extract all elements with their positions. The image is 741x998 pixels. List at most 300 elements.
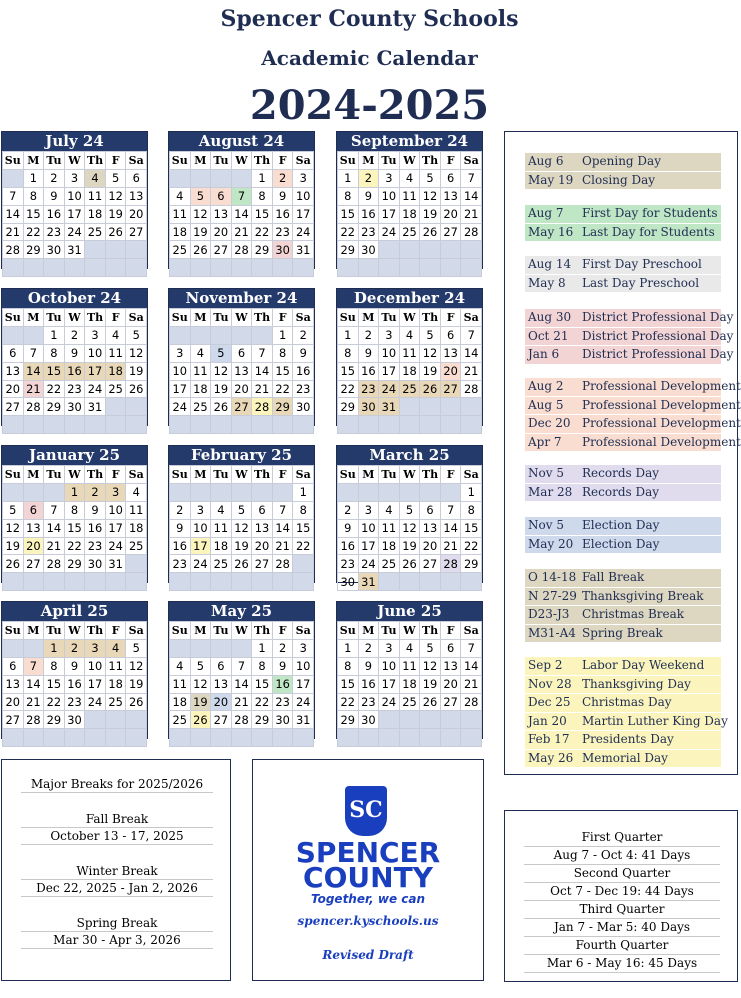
day-cell: 29 [23, 241, 44, 259]
day-cell: 30 [85, 555, 106, 573]
empty-cell [272, 483, 293, 501]
day-cell: 24 [293, 693, 314, 711]
day-cell: 11 [170, 675, 191, 693]
day-cell: 8 [293, 501, 314, 519]
day-cell: 5 [420, 326, 441, 344]
legend-event: Professional Development [582, 379, 741, 393]
empty-cell [44, 483, 65, 501]
legend-date: May 26 [528, 750, 574, 765]
legend-group [525, 569, 721, 643]
day-cell: 1 [252, 639, 273, 657]
legend-date: Jan 20 [528, 713, 567, 728]
day-cell: 7 [23, 344, 44, 362]
day-cell: 28 [44, 555, 65, 573]
day-cell: 1 [23, 169, 44, 187]
legend-date: Dec 25 [528, 695, 571, 709]
legend-entry [525, 309, 734, 328]
day-cell: 26 [126, 380, 147, 398]
weekday-header: W [64, 152, 85, 170]
website-link[interactable]: spencer.kyschools.us [297, 914, 439, 928]
day-cell: 2 [64, 639, 85, 657]
day-cell: 31 [293, 241, 314, 259]
empty-cell [440, 259, 461, 277]
legend-group [525, 256, 721, 293]
day-cell: 3 [293, 639, 314, 657]
empty-cell [3, 573, 24, 591]
day-cell: 21 [23, 693, 44, 711]
day-cell: 12 [231, 519, 252, 537]
empty-cell [440, 241, 461, 259]
legend-date: M31-A4 [528, 625, 576, 640]
empty-cell [126, 573, 147, 591]
empty-cell [272, 416, 293, 434]
school-name: Spencer County Schools [220, 6, 519, 32]
day-cell: 22 [252, 223, 273, 241]
empty-cell [358, 483, 379, 501]
day-cell: 26 [399, 555, 420, 573]
day-cell: 4 [105, 639, 126, 657]
logo-word-spencer: SPENCER [295, 836, 441, 869]
empty-cell [64, 729, 85, 747]
month-december-24 [336, 288, 483, 426]
day-cell: 24 [64, 223, 85, 241]
legend-entry [525, 434, 741, 453]
day-cell: 10 [293, 187, 314, 205]
day-cell: 1 [338, 639, 359, 657]
weekday-header: Tu [379, 622, 400, 640]
empty-cell [420, 259, 441, 277]
day-cell: 10 [64, 187, 85, 205]
day-cell: 6 [126, 169, 147, 187]
day-cell: 22 [252, 693, 273, 711]
day-cell: 27 [420, 555, 441, 573]
day-cell: 15 [44, 362, 65, 380]
legend-event: Election Day [582, 536, 660, 551]
day-cell: 12 [126, 657, 147, 675]
day-cell: 15 [293, 519, 314, 537]
day-cell: 17 [64, 205, 85, 223]
day-cell: 26 [420, 223, 441, 241]
weekday-header: Th [85, 309, 106, 327]
day-cell: 9 [272, 187, 293, 205]
weekday-header: Sa [461, 622, 482, 640]
logo-tagline: Together, we can [310, 892, 426, 906]
day-cell: 31 [379, 398, 400, 416]
legend-date: Aug 2 [528, 379, 564, 393]
empty-cell [211, 169, 232, 187]
day-cell: 11 [399, 344, 420, 362]
weekday-header: Th [252, 309, 273, 327]
day-cell: 26 [3, 555, 24, 573]
day-cell: 2 [358, 169, 379, 187]
legend-group [525, 153, 721, 190]
weekday-header: Su [3, 622, 24, 640]
empty-cell [105, 241, 126, 259]
weekday-header: Su [3, 309, 24, 327]
day-cell: 30 [358, 241, 379, 259]
day-cell: 25 [85, 223, 106, 241]
day-cell: 8 [272, 344, 293, 362]
legend-event: Thanksgiving Break [582, 588, 704, 603]
legend-date: Nov 5 [528, 518, 564, 532]
empty-cell [231, 639, 252, 657]
empty-cell [211, 326, 232, 344]
weekday-header: Su [170, 309, 191, 327]
weekday-header: F [105, 152, 126, 170]
day-cell: 7 [3, 187, 24, 205]
day-cell: 29 [272, 398, 293, 416]
empty-cell [64, 416, 85, 434]
empty-cell [420, 398, 441, 416]
day-cell: 21 [461, 362, 482, 380]
weekday-header: M [23, 622, 44, 640]
legend-event: Professional Development [582, 397, 741, 412]
day-cell: 25 [126, 537, 147, 555]
legend-group [525, 657, 728, 768]
weekday-header: Th [420, 309, 441, 327]
empty-cell [85, 573, 106, 591]
day-cell: 2 [338, 501, 359, 519]
day-cell: 5 [126, 326, 147, 344]
day-cell: 30 [64, 398, 85, 416]
day-cell: 19 [190, 223, 211, 241]
day-cell: 13 [231, 362, 252, 380]
day-cell: 4 [85, 169, 106, 187]
day-cell: 25 [105, 380, 126, 398]
day-cell: 8 [252, 657, 273, 675]
weekday-header: M [190, 622, 211, 640]
weekday-header: Su [3, 152, 24, 170]
day-cell: 24 [190, 555, 211, 573]
empty-cell [126, 398, 147, 416]
legend-event: Labor Day Weekend [582, 658, 705, 672]
day-cell: 23 [44, 223, 65, 241]
day-cell: 23 [293, 380, 314, 398]
day-cell: 25 [211, 555, 232, 573]
day-cell: 6 [23, 501, 44, 519]
day-cell: 23 [358, 223, 379, 241]
day-cell: 6 [440, 326, 461, 344]
day-cell: 18 [170, 693, 191, 711]
legend-entry [525, 378, 741, 397]
day-cell: 30 [293, 398, 314, 416]
legend-date: D23-J3 [528, 607, 570, 621]
day-cell: 24 [379, 380, 400, 398]
empty-cell [293, 573, 314, 591]
quarter-dates: Mar 6 - May 16: 45 Days [524, 955, 720, 973]
quarter-dates: Aug 7 - Oct 4: 41 Days [524, 847, 720, 865]
weekday-header: Su [170, 622, 191, 640]
day-cell: 16 [85, 519, 106, 537]
month-title: September 24 [337, 132, 482, 151]
empty-cell [420, 483, 441, 501]
empty-cell [338, 729, 359, 747]
day-cell: 10 [293, 657, 314, 675]
day-cell: 17 [293, 205, 314, 223]
legend-date: May 19 [528, 172, 574, 187]
day-cell: 27 [440, 380, 461, 398]
day-cell: 23 [358, 693, 379, 711]
day-cell: 2 [358, 639, 379, 657]
day-cell: 12 [420, 344, 441, 362]
day-cell: 8 [338, 657, 359, 675]
day-cell: 4 [399, 326, 420, 344]
empty-cell [461, 259, 482, 277]
legend-panel [504, 131, 741, 775]
weekday-header: F [272, 309, 293, 327]
legend-entry [525, 153, 721, 172]
empty-cell [252, 416, 273, 434]
empty-cell [211, 259, 232, 277]
day-cell: 12 [105, 187, 126, 205]
month-title: May 25 [169, 602, 314, 621]
legend-date: May 20 [528, 536, 574, 551]
weekday-header: F [105, 309, 126, 327]
weekday-header: F [105, 466, 126, 484]
month-august-24 [168, 131, 315, 269]
empty-cell [23, 573, 44, 591]
day-cell: 28 [461, 380, 482, 398]
day-cell: 6 [3, 344, 24, 362]
day-cell: 15 [338, 362, 359, 380]
day-cell: 12 [190, 675, 211, 693]
empty-cell [420, 573, 441, 591]
legend-date: N 27-29 [528, 588, 577, 603]
day-cell: 27 [126, 223, 147, 241]
major-breaks-box [1, 759, 231, 981]
day-cell: 1 [44, 326, 65, 344]
day-cell: 20 [211, 223, 232, 241]
empty-cell [252, 326, 273, 344]
weekday-header: Th [252, 622, 273, 640]
day-cell: 28 [3, 241, 24, 259]
empty-cell [190, 573, 211, 591]
day-cell: 24 [379, 223, 400, 241]
empty-cell [420, 241, 441, 259]
day-cell: 16 [338, 537, 359, 555]
day-cell: 29 [252, 241, 273, 259]
weekday-header: Tu [379, 466, 400, 484]
empty-cell [3, 483, 24, 501]
empty-cell [420, 729, 441, 747]
day-cell: 5 [399, 501, 420, 519]
empty-cell [211, 483, 232, 501]
month-title: February 25 [169, 446, 314, 465]
day-cell: 11 [190, 362, 211, 380]
weekday-header: W [64, 466, 85, 484]
day-cell: 6 [211, 187, 232, 205]
legend-date: Apr 7 [528, 434, 562, 449]
day-cell: 3 [379, 169, 400, 187]
weekday-header: Su [338, 466, 359, 484]
day-cell: 19 [126, 362, 147, 380]
empty-cell [23, 416, 44, 434]
day-cell: 27 [23, 555, 44, 573]
legend-date: Feb 17 [528, 732, 570, 746]
empty-cell [379, 711, 400, 729]
day-cell: 16 [358, 205, 379, 223]
day-cell: 2 [85, 483, 106, 501]
empty-cell [358, 416, 379, 434]
day-cell: 21 [440, 537, 461, 555]
legend-date: Mar 28 [528, 484, 573, 499]
day-cell: 10 [379, 657, 400, 675]
empty-cell [338, 483, 359, 501]
legend-event: Martin Luther King Day [582, 713, 728, 728]
empty-cell [170, 483, 191, 501]
quarter-name: Second Quarter [524, 865, 720, 883]
legend-event: Records Day [582, 466, 660, 480]
legend-entry [525, 694, 721, 713]
legend-entry [525, 536, 721, 555]
day-cell: 14 [44, 519, 65, 537]
day-cell: 1 [272, 326, 293, 344]
day-cell: 26 [231, 555, 252, 573]
empty-cell [85, 729, 106, 747]
day-cell: 29 [461, 555, 482, 573]
empty-cell [440, 711, 461, 729]
weekday-header: Th [420, 466, 441, 484]
empty-cell [252, 573, 273, 591]
empty-cell [272, 259, 293, 277]
weekday-header: Th [85, 152, 106, 170]
empty-cell [272, 729, 293, 747]
legend-event: Fall Break [582, 570, 645, 584]
day-cell: 13 [3, 362, 24, 380]
empty-cell [211, 729, 232, 747]
empty-cell [23, 639, 44, 657]
day-cell: 27 [231, 398, 252, 416]
day-cell: 28 [252, 398, 273, 416]
logo-monogram-letters: SC [349, 797, 383, 823]
legend-date: Aug 30 [528, 310, 572, 324]
legend-date: May 8 [528, 275, 566, 290]
day-cell: 23 [64, 693, 85, 711]
day-cell: 16 [272, 205, 293, 223]
empty-cell [272, 573, 293, 591]
day-cell: 21 [272, 537, 293, 555]
quarter-dates: Jan 7 - Mar 5: 40 Days [524, 919, 720, 937]
legend-entry [525, 676, 721, 695]
day-cell: 13 [211, 205, 232, 223]
empty-cell [3, 169, 24, 187]
calendar-title: Academic Calendar [261, 46, 478, 70]
legend-event: District Professional Day [582, 328, 734, 343]
weekday-header: Sa [126, 152, 147, 170]
weekday-header: F [272, 622, 293, 640]
day-cell: 31 [293, 711, 314, 729]
day-cell: 7 [23, 657, 44, 675]
empty-cell [440, 483, 461, 501]
day-cell: 15 [252, 205, 273, 223]
day-cell: 27 [440, 223, 461, 241]
school-year: 2024-2025 [249, 82, 490, 129]
day-cell: 12 [399, 519, 420, 537]
day-cell: 18 [170, 223, 191, 241]
day-cell: 17 [85, 362, 106, 380]
day-cell: 24 [85, 693, 106, 711]
day-cell: 6 [211, 657, 232, 675]
empty-cell [461, 711, 482, 729]
legend-event: Last Day Preschool [582, 275, 700, 290]
day-cell: 23 [358, 380, 379, 398]
legend-entry [525, 731, 721, 750]
day-cell: 24 [358, 555, 379, 573]
day-cell: 18 [85, 205, 106, 223]
day-cell: 23 [64, 380, 85, 398]
legend-entry [525, 465, 721, 484]
empty-cell [126, 259, 147, 277]
legend-event: District Professional Day [582, 310, 734, 324]
day-cell: 10 [170, 362, 191, 380]
day-cell: 2 [272, 639, 293, 657]
day-cell: 3 [293, 169, 314, 187]
empty-cell [211, 416, 232, 434]
day-cell: 30 [272, 241, 293, 259]
weekday-header: Tu [44, 622, 65, 640]
empty-cell [399, 483, 420, 501]
day-cell: 11 [399, 657, 420, 675]
day-cell: 26 [190, 711, 211, 729]
day-cell: 14 [3, 205, 24, 223]
empty-cell [231, 416, 252, 434]
day-cell: 27 [3, 711, 24, 729]
empty-cell [170, 416, 191, 434]
day-cell: 6 [3, 657, 24, 675]
day-cell: 28 [231, 241, 252, 259]
legend-event: Professional Development [582, 434, 741, 449]
weekday-header: Sa [126, 309, 147, 327]
empty-cell [440, 416, 461, 434]
empty-cell [379, 416, 400, 434]
empty-cell [461, 573, 482, 591]
empty-cell [126, 729, 147, 747]
weekday-header: M [23, 152, 44, 170]
weekday-header: Sa [461, 152, 482, 170]
empty-cell [461, 416, 482, 434]
weekday-header: M [23, 309, 44, 327]
day-cell: 3 [379, 326, 400, 344]
quarter-dates: Oct 7 - Dec 19: 44 Days [524, 883, 720, 901]
day-cell: 2 [64, 326, 85, 344]
day-cell: 26 [190, 241, 211, 259]
empty-cell [170, 573, 191, 591]
month-title: August 24 [169, 132, 314, 151]
day-cell: 17 [379, 675, 400, 693]
day-cell: 3 [170, 344, 191, 362]
weekday-header: Su [3, 466, 24, 484]
day-cell: 21 [3, 223, 24, 241]
day-cell: 8 [252, 187, 273, 205]
weekday-header: W [399, 309, 420, 327]
empty-cell [170, 729, 191, 747]
day-cell: 24 [379, 693, 400, 711]
day-cell: 12 [211, 362, 232, 380]
day-cell: 19 [3, 537, 24, 555]
day-cell: 14 [231, 675, 252, 693]
month-title: November 24 [169, 289, 314, 308]
day-cell: 20 [440, 205, 461, 223]
spring-break-label: Spring Break [21, 915, 213, 932]
day-cell: 17 [379, 362, 400, 380]
legend-entry [525, 275, 721, 294]
day-cell: 8 [338, 187, 359, 205]
legend-event: Christmas Day [582, 695, 672, 709]
day-cell: 6 [231, 344, 252, 362]
legend-date: Aug 14 [528, 257, 572, 271]
empty-cell [461, 241, 482, 259]
day-cell: 17 [190, 537, 211, 555]
